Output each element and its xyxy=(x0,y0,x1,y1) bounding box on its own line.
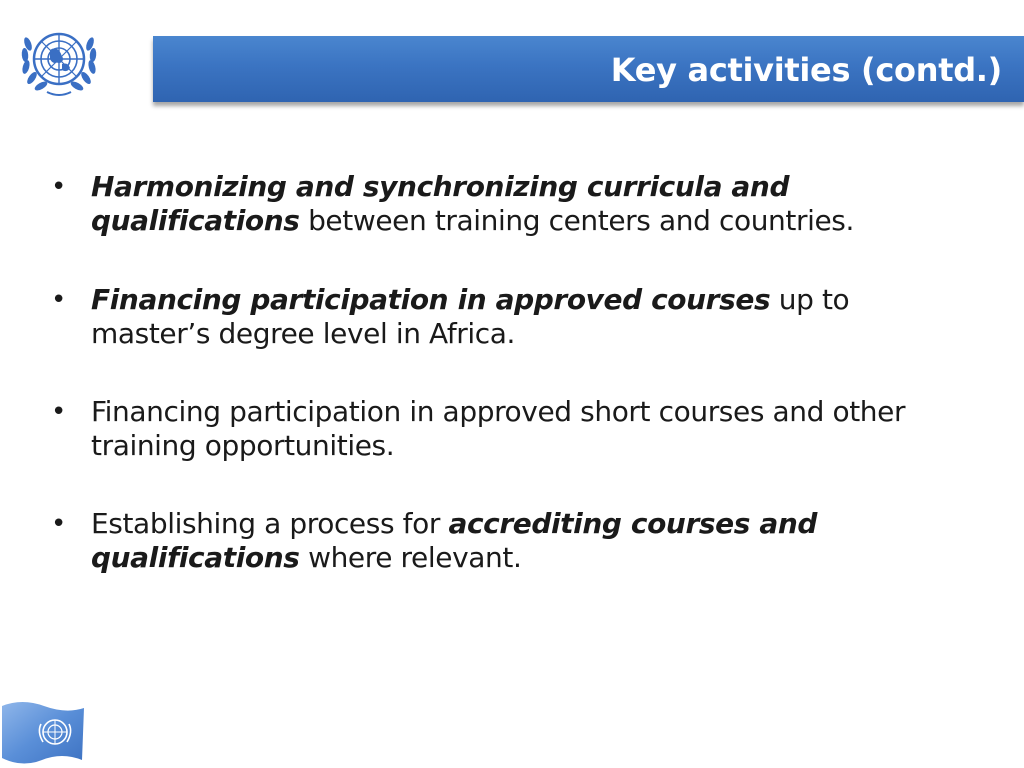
bullet-item xyxy=(51,395,971,463)
bullet-text: up to master’s degree level in Africa. xyxy=(91,283,850,350)
bullet-item xyxy=(51,283,971,351)
bullet-emphasis: Financing participation in approved courses xyxy=(91,283,771,316)
bullet-text: between training centers and countries. xyxy=(299,204,854,237)
bullet-emphasis: accrediting courses and qualifications xyxy=(91,507,818,574)
slide-title: Key activities (contd.) xyxy=(610,51,1002,89)
bullet-item xyxy=(51,507,971,575)
bullet-text: Establishing a process for xyxy=(91,507,449,540)
un-flag-icon xyxy=(0,698,86,768)
bullet-text: Financing participation in approved short courses and other training opportunities. xyxy=(91,395,906,462)
bullet-dot: • xyxy=(51,397,66,427)
bullet-dot: • xyxy=(51,285,66,315)
bullet-text: where relevant. xyxy=(299,541,522,574)
bullet-dot: • xyxy=(51,172,66,202)
bullet-emphasis: Harmonizing and synchronizing curricula and qualifications xyxy=(91,170,790,237)
bullet-dot: • xyxy=(51,509,66,539)
bullet-item xyxy=(51,170,971,238)
